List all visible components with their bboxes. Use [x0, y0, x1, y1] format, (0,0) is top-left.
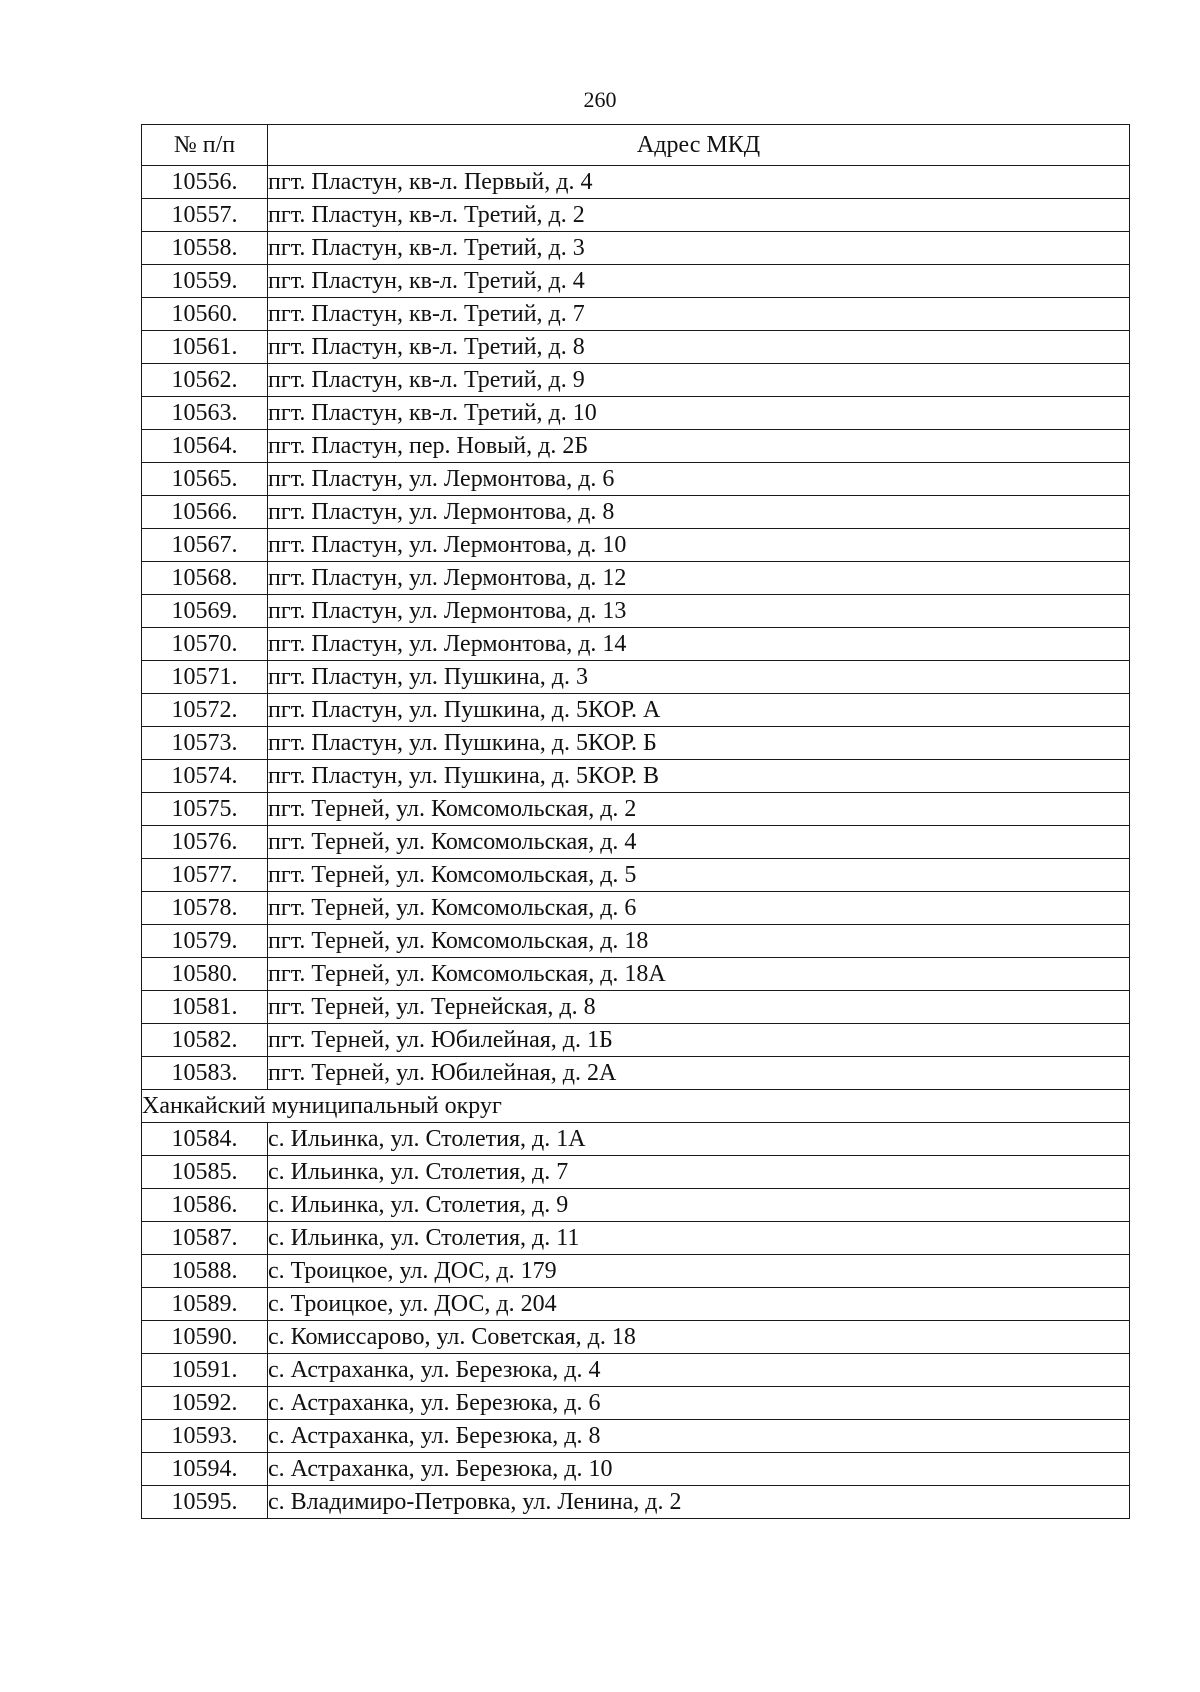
- row-number: 10592.: [142, 1387, 268, 1420]
- row-number: 10576.: [142, 826, 268, 859]
- table-row: [142, 1354, 1130, 1387]
- row-address: пгт. Пластун, кв-л. Третий, д. 8: [268, 331, 1130, 364]
- row-address: с. Ильинка, ул. Столетия, д. 9: [268, 1189, 1130, 1222]
- row-address: пгт. Пластун, кв-л. Третий, д. 3: [268, 232, 1130, 265]
- row-address: пгт. Пластун, кв-л. Третий, д. 7: [268, 298, 1130, 331]
- table-body: [142, 166, 1130, 1519]
- row-number: 10590.: [142, 1321, 268, 1354]
- table-row: [142, 958, 1130, 991]
- table-row: [142, 496, 1130, 529]
- table-row: [142, 1156, 1130, 1189]
- row-address: с. Астраханка, ул. Березюка, д. 10: [268, 1453, 1130, 1486]
- row-number: 10572.: [142, 694, 268, 727]
- row-address: с. Астраханка, ул. Березюка, д. 6: [268, 1387, 1130, 1420]
- row-number: 10560.: [142, 298, 268, 331]
- row-address: пгт. Пластун, ул. Лермонтова, д. 13: [268, 595, 1130, 628]
- table-row: [142, 430, 1130, 463]
- row-number: 10585.: [142, 1156, 268, 1189]
- row-number: 10591.: [142, 1354, 268, 1387]
- table-row: [142, 991, 1130, 1024]
- row-number: 10561.: [142, 331, 268, 364]
- row-address: пгт. Терней, ул. Комсомольская, д. 18А: [268, 958, 1130, 991]
- table-row: [142, 232, 1130, 265]
- row-number: 10594.: [142, 1453, 268, 1486]
- table-row: [142, 331, 1130, 364]
- row-number: 10575.: [142, 793, 268, 826]
- table-row: [142, 1486, 1130, 1519]
- table-row: [142, 1453, 1130, 1486]
- table-row: [142, 1024, 1130, 1057]
- row-number: 10556.: [142, 166, 268, 199]
- column-header-number: № п/п: [142, 125, 268, 166]
- row-number: 10587.: [142, 1222, 268, 1255]
- row-number: 10574.: [142, 760, 268, 793]
- table-row: [142, 265, 1130, 298]
- row-number: 10580.: [142, 958, 268, 991]
- table-row: [142, 397, 1130, 430]
- row-number: 10582.: [142, 1024, 268, 1057]
- row-number: 10566.: [142, 496, 268, 529]
- row-number: 10595.: [142, 1486, 268, 1519]
- table-row: [142, 859, 1130, 892]
- row-number: 10562.: [142, 364, 268, 397]
- page-number: 260: [583, 87, 617, 112]
- table-row: [142, 1321, 1130, 1354]
- table-row: [142, 793, 1130, 826]
- row-address: пгт. Пластун, ул. Лермонтова, д. 10: [268, 529, 1130, 562]
- row-address: пгт. Терней, ул. Комсомольская, д. 4: [268, 826, 1130, 859]
- row-number: 10559.: [142, 265, 268, 298]
- table-row: [142, 1057, 1130, 1090]
- column-header-address: Адрес МКД: [268, 125, 1130, 166]
- row-number: 10568.: [142, 562, 268, 595]
- row-address: пгт. Пластун, ул. Лермонтова, д. 6: [268, 463, 1130, 496]
- row-address: пгт. Терней, ул. Комсомольская, д. 6: [268, 892, 1130, 925]
- table-row: [142, 298, 1130, 331]
- row-address: с. Астраханка, ул. Березюка, д. 8: [268, 1420, 1130, 1453]
- section-heading: Ханкайский муниципальный округ: [142, 1090, 1130, 1123]
- row-address: пгт. Пластун, пер. Новый, д. 2Б: [268, 430, 1130, 463]
- row-number: 10569.: [142, 595, 268, 628]
- table-row: [142, 892, 1130, 925]
- table-row: [142, 1255, 1130, 1288]
- row-address: пгт. Пластун, кв-л. Третий, д. 9: [268, 364, 1130, 397]
- row-number: 10571.: [142, 661, 268, 694]
- row-address: с. Астраханка, ул. Березюка, д. 4: [268, 1354, 1130, 1387]
- table-row: [142, 661, 1130, 694]
- row-address: пгт. Пластун, кв-л. Третий, д. 2: [268, 199, 1130, 232]
- table-row: [142, 1288, 1130, 1321]
- row-number: 10589.: [142, 1288, 268, 1321]
- table-row: [142, 463, 1130, 496]
- row-address: пгт. Пластун, ул. Пушкина, д. 5КОР. Б: [268, 727, 1130, 760]
- row-address: пгт. Терней, ул. Тернейская, д. 8: [268, 991, 1130, 1024]
- row-number: 10586.: [142, 1189, 268, 1222]
- row-address: пгт. Пластун, кв-л. Третий, д. 4: [268, 265, 1130, 298]
- mkd-address-table: [141, 124, 1130, 1519]
- row-number: 10578.: [142, 892, 268, 925]
- row-number: 10565.: [142, 463, 268, 496]
- row-address: с. Комиссарово, ул. Советская, д. 18: [268, 1321, 1130, 1354]
- section-row: [142, 1090, 1130, 1123]
- table-row: [142, 595, 1130, 628]
- table-header-row: [142, 125, 1130, 166]
- row-number: 10581.: [142, 991, 268, 1024]
- row-address: пгт. Терней, ул. Юбилейная, д. 1Б: [268, 1024, 1130, 1057]
- row-address: пгт. Терней, ул. Юбилейная, д. 2А: [268, 1057, 1130, 1090]
- table-row: [142, 1189, 1130, 1222]
- table-row: [142, 1123, 1130, 1156]
- row-number: 10558.: [142, 232, 268, 265]
- table-row: [142, 529, 1130, 562]
- row-number: 10564.: [142, 430, 268, 463]
- row-number: 10557.: [142, 199, 268, 232]
- row-address: пгт. Пластун, ул. Лермонтова, д. 14: [268, 628, 1130, 661]
- row-address: пгт. Терней, ул. Комсомольская, д. 2: [268, 793, 1130, 826]
- row-address: пгт. Пластун, ул. Пушкина, д. 5КОР. А: [268, 694, 1130, 727]
- row-address: с. Троицкое, ул. ДОС, д. 179: [268, 1255, 1130, 1288]
- row-number: 10584.: [142, 1123, 268, 1156]
- row-address: пгт. Терней, ул. Комсомольская, д. 18: [268, 925, 1130, 958]
- table-row: [142, 826, 1130, 859]
- table-row: [142, 364, 1130, 397]
- row-number: 10579.: [142, 925, 268, 958]
- row-address: с. Троицкое, ул. ДОС, д. 204: [268, 1288, 1130, 1321]
- row-number: 10570.: [142, 628, 268, 661]
- table-row: [142, 199, 1130, 232]
- table-row: [142, 760, 1130, 793]
- row-address: с. Ильинка, ул. Столетия, д. 11: [268, 1222, 1130, 1255]
- row-address: с. Ильинка, ул. Столетия, д. 7: [268, 1156, 1130, 1189]
- table-row: [142, 694, 1130, 727]
- table-row: [142, 1420, 1130, 1453]
- row-address: с. Ильинка, ул. Столетия, д. 1А: [268, 1123, 1130, 1156]
- row-number: 10563.: [142, 397, 268, 430]
- table-row: [142, 562, 1130, 595]
- row-address: пгт. Терней, ул. Комсомольская, д. 5: [268, 859, 1130, 892]
- table-row: [142, 628, 1130, 661]
- row-number: 10593.: [142, 1420, 268, 1453]
- row-number: 10573.: [142, 727, 268, 760]
- row-address: пгт. Пластун, кв-л. Первый, д. 4: [268, 166, 1130, 199]
- row-number: 10588.: [142, 1255, 268, 1288]
- row-address: пгт. Пластун, ул. Пушкина, д. 5КОР. В: [268, 760, 1130, 793]
- table-row: [142, 925, 1130, 958]
- row-address: пгт. Пластун, ул. Лермонтова, д. 8: [268, 496, 1130, 529]
- row-address: с. Владимиро-Петровка, ул. Ленина, д. 2: [268, 1486, 1130, 1519]
- table-row: [142, 727, 1130, 760]
- table-row: [142, 1222, 1130, 1255]
- row-number: 10567.: [142, 529, 268, 562]
- row-address: пгт. Пластун, кв-л. Третий, д. 10: [268, 397, 1130, 430]
- row-number: 10577.: [142, 859, 268, 892]
- table-row: [142, 166, 1130, 199]
- row-number: 10583.: [142, 1057, 268, 1090]
- row-address: пгт. Пластун, ул. Пушкина, д. 3: [268, 661, 1130, 694]
- table-row: [142, 1387, 1130, 1420]
- row-address: пгт. Пластун, ул. Лермонтова, д. 12: [268, 562, 1130, 595]
